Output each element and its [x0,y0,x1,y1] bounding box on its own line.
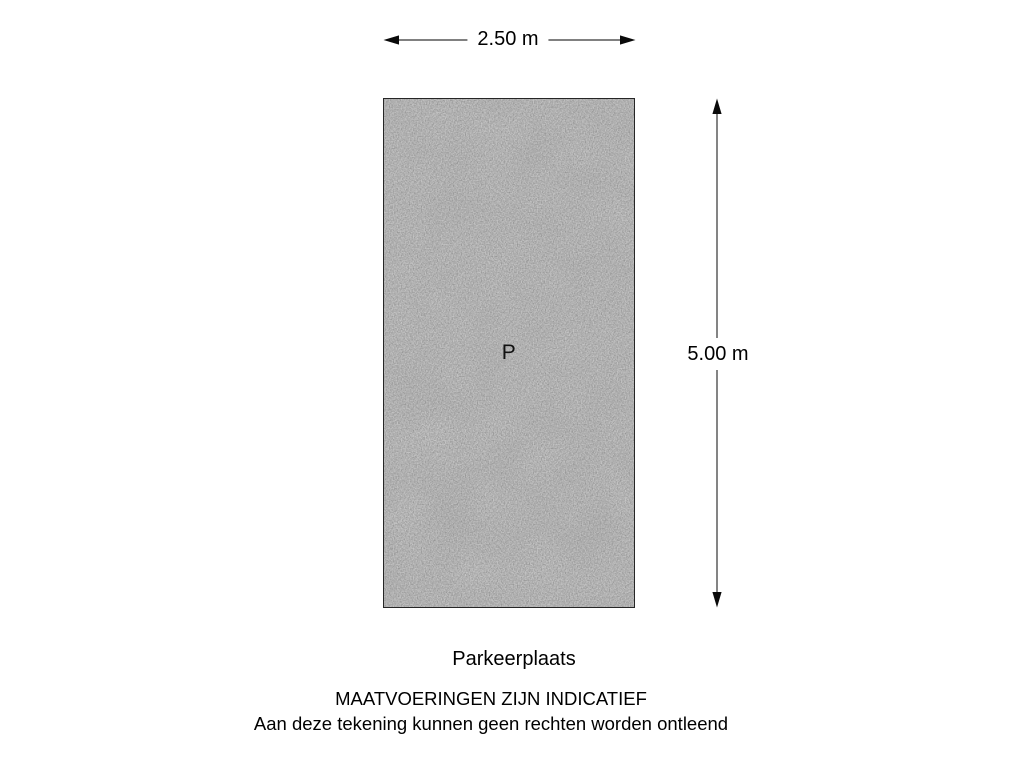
disclaimer-line-1: MAATVOERINGEN ZIJN INDICATIEF [335,688,647,709]
width-dimension-label: 2.50 m [467,28,548,50]
parking-space-letter: P [501,341,517,365]
parking-space-rect [383,98,635,608]
disclaimer-line-2: Aan deze tekening kunnen geen rechten worden ontleend [253,713,729,734]
disclaimer-block [254,686,728,736]
height-dimension-label: 5.00 m [680,338,755,370]
drawing-caption: Parkeerplaats [452,648,576,670]
